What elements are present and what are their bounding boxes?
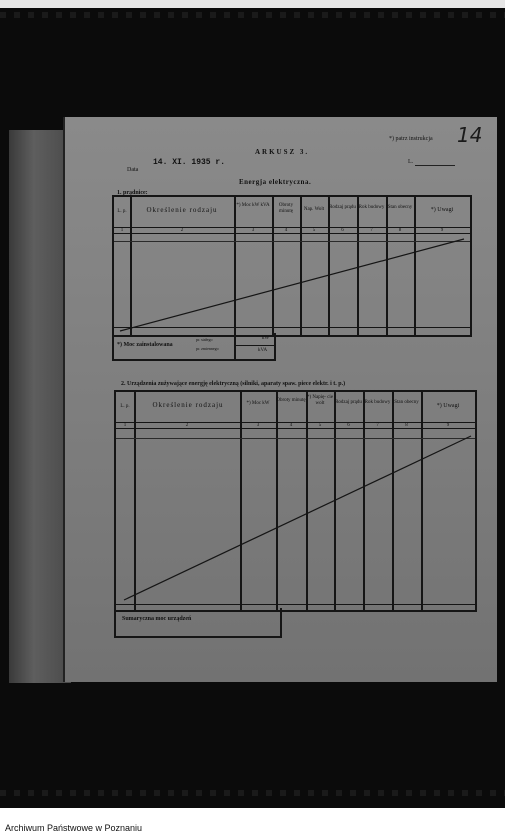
col-lp: L. p.	[120, 404, 130, 409]
cancel-diagonal-line	[116, 392, 475, 610]
col-remarks: *) Uwagi	[430, 207, 454, 213]
colnum: 9	[440, 228, 444, 233]
colnum: 4	[284, 228, 288, 233]
col-condition: Stan obecny	[394, 400, 419, 405]
colnum: 5	[312, 228, 316, 233]
colnum: 1	[120, 228, 124, 233]
date-value: 14. XI. 1935 r.	[153, 158, 226, 167]
colnum: 8	[405, 423, 408, 428]
colnum: 6	[347, 423, 350, 428]
col-remarks: *) Uwagi	[436, 403, 460, 409]
col-power: *) Moc kW	[246, 401, 270, 406]
left-page-edge	[9, 130, 71, 683]
colnum: 1	[123, 423, 127, 428]
col-current-type: Rodzaj prądu	[329, 205, 356, 210]
total-power-footer	[114, 608, 282, 638]
dc-label: pr. stałego	[196, 337, 213, 342]
section1-title: 1. prądnice:	[117, 190, 148, 196]
sheet-title: ARKUSZ 3.	[255, 148, 310, 156]
kw-unit: kW	[262, 336, 270, 341]
colnum: 5	[318, 423, 322, 428]
date-label: Data	[127, 167, 139, 173]
handwritten-page-number: 14	[457, 123, 483, 147]
generators-table	[112, 195, 472, 337]
section-title: Energja elektryczna.	[239, 178, 312, 186]
colnum: 3	[256, 423, 260, 428]
col-voltage: *) Napię- cie wolt	[306, 395, 334, 406]
colnum: 2	[180, 228, 184, 233]
film-top-strip	[0, 0, 505, 8]
col-power: *) Moc kW kVA	[236, 203, 270, 208]
l-underline	[415, 165, 455, 166]
col-kind: Określenie rodzaju	[146, 206, 218, 214]
consumers-table	[114, 390, 477, 612]
colnum: 4	[289, 423, 293, 428]
col-rpm: Obroty minutę	[276, 398, 306, 403]
colnum: 8	[398, 228, 402, 233]
document-page	[63, 117, 497, 682]
installed-power-label: *) Moc zainstalowana	[117, 342, 173, 348]
col-condition: Stan obecny	[387, 205, 413, 210]
colnum: 7	[376, 423, 379, 428]
col-build-year: Rok budowy	[358, 205, 385, 210]
colnum: 9	[446, 423, 450, 428]
instruction-note: *) patrz instrukcja	[389, 136, 433, 142]
colnum: 7	[370, 228, 373, 233]
col-lp: L. p.	[117, 209, 127, 214]
kva-unit: kVA	[258, 348, 268, 353]
total-power-label: Sumaryczna moc urządzeń	[122, 616, 192, 622]
col-rpm: Obroty minutę	[278, 203, 294, 214]
col-current-type: Rodzaj prądu	[335, 400, 362, 405]
film-sprocket-top	[0, 12, 505, 18]
film-sprocket-bottom	[0, 790, 505, 796]
colnum: 3	[251, 228, 255, 233]
archive-caption: Archiwum Państwowe w Poznaniu	[5, 823, 143, 833]
col-kind: Określenie rodzaju	[152, 401, 224, 409]
ac-label: pr. zmiennego	[196, 346, 219, 351]
section2-title: 2. Urządzenia zużywające energję elektryczną (silniki, aparaty spaw. piece elektr. i t. p.)	[121, 381, 346, 387]
col-voltage: Nap. Wolt	[303, 207, 325, 212]
colnum: 6	[341, 228, 344, 233]
cancel-diagonal-line	[114, 197, 470, 335]
colnum: 2	[185, 423, 189, 428]
col-build-year: Rok budowy	[364, 400, 391, 405]
l-label: L.	[408, 159, 414, 165]
installed-power-footer	[112, 333, 276, 361]
